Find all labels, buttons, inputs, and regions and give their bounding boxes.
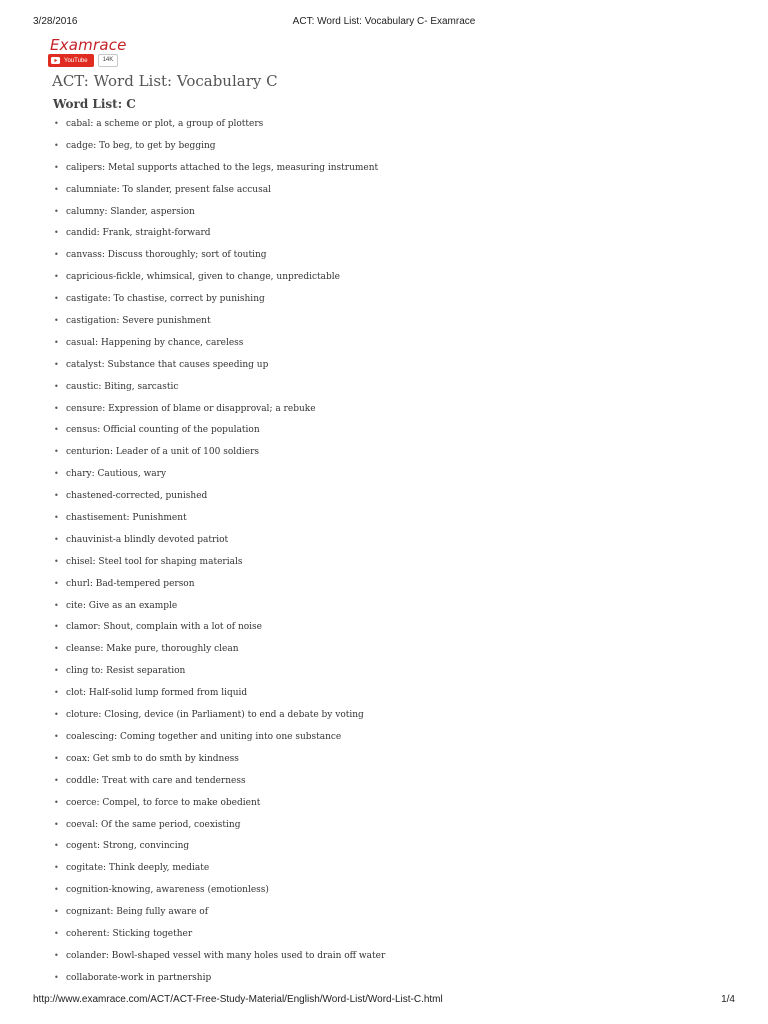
word-entry: calipers: Metal supports attached to the legs, measuring instrument [66, 162, 379, 173]
youtube-subscriber-count: 14K [98, 54, 119, 67]
word-list-item [52, 510, 728, 532]
word-entry: coalescing: Coming together and uniting into one substance [66, 731, 342, 742]
bullet-icon: • [54, 950, 59, 960]
word-entry: capricious-fickle, whimsical, given to change, unpredictable [66, 272, 341, 283]
word-list-item [52, 466, 728, 488]
word-list-item [52, 817, 728, 839]
word-list-item [52, 641, 728, 663]
bullet-icon: • [54, 491, 59, 501]
word-entry: calumniate: To slander, present false accusal [66, 184, 271, 195]
bullet-icon: • [54, 140, 59, 150]
word-entry: coax: Get smb to do smth by kindness [66, 753, 239, 764]
word-list-item [52, 160, 728, 182]
word-list-item [52, 663, 728, 685]
word-list-item [52, 795, 728, 817]
word-entry: candid: Frank, straight-forward [66, 228, 211, 239]
word-entry: colander: Bowl-shaped vessel with many holes used to drain off water [66, 950, 386, 961]
word-list-item [52, 882, 728, 904]
print-header [33, 16, 735, 30]
youtube-subscribe [48, 54, 118, 67]
word-list-item [52, 554, 728, 576]
word-list [52, 116, 728, 992]
youtube-label: YouTube [64, 57, 88, 64]
word-list-item [52, 926, 728, 948]
word-entry: clot: Half-solid lump formed from liquid [66, 688, 248, 699]
word-list-item [52, 532, 728, 554]
bullet-icon: • [54, 688, 59, 698]
word-list-item [52, 401, 728, 423]
word-list-item [52, 619, 728, 641]
print-page-number: 1/4 [721, 994, 735, 1005]
bullet-icon: • [54, 753, 59, 763]
word-list-item [52, 773, 728, 795]
word-list-item [52, 948, 728, 970]
word-entry: cling to: Resist separation [66, 666, 186, 677]
word-entry: chauvinist-a blindly devoted patriot [66, 534, 229, 545]
bullet-icon: • [54, 184, 59, 194]
word-entry: cleanse: Make pure, thoroughly clean [66, 644, 239, 655]
word-list-item [52, 204, 728, 226]
word-list-item [52, 247, 728, 269]
word-entry: coherent: Sticking together [66, 928, 193, 939]
word-entry: cloture: Closing, device (in Parliament) to end a debate by voting [66, 710, 364, 721]
word-list-item [52, 488, 728, 510]
word-list-item [52, 379, 728, 401]
bullet-icon: • [54, 972, 59, 982]
word-list-item [52, 335, 728, 357]
word-list-item [52, 182, 728, 204]
word-entry: cogent: Strong, convincing [66, 841, 190, 852]
word-entry: censure: Expression of blame or disapproval; a rebuke [66, 403, 316, 414]
bullet-icon: • [54, 206, 59, 216]
word-list-item [52, 576, 728, 598]
word-entry: coerce: Compel, to force to make obedient [66, 797, 261, 808]
bullet-icon: • [54, 863, 59, 873]
word-list-item [52, 751, 728, 773]
word-entry: cite: Give as an example [66, 600, 178, 611]
bullet-icon: • [54, 600, 59, 610]
bullet-icon: • [54, 841, 59, 851]
word-list-item [52, 313, 728, 335]
bullet-icon: • [54, 710, 59, 720]
word-entry: coddle: Treat with care and tenderness [66, 775, 246, 786]
bullet-icon: • [54, 513, 59, 523]
page-title: ACT: Word List: Vocabulary C [52, 72, 278, 90]
print-url: http://www.examrace.com/ACT/ACT-Free-Study-Material/English/Word-List/Word-List-C.html [33, 994, 443, 1005]
bullet-icon: • [54, 119, 59, 128]
bullet-icon: • [54, 556, 59, 566]
word-entry: caustic: Biting, sarcastic [66, 381, 179, 392]
word-entry: calumny: Slander, aspersion [66, 206, 195, 217]
section-title: Word List: C [53, 97, 136, 111]
bullet-icon: • [54, 534, 59, 544]
youtube-play-icon [51, 57, 60, 64]
print-page-title: ACT: Word List: Vocabulary C- Examrace [292, 16, 476, 27]
bullet-icon: • [54, 294, 59, 304]
examrace-logo[interactable]: Examrace [50, 36, 127, 54]
bullet-icon: • [54, 622, 59, 632]
bullet-icon: • [54, 644, 59, 654]
word-entry: cognizant: Being fully aware of [66, 907, 209, 918]
word-entry: collaborate-work in partnership [66, 972, 212, 983]
word-list-item [52, 357, 728, 379]
bullet-icon: • [54, 907, 59, 917]
bullet-icon: • [54, 819, 59, 829]
print-footer [33, 994, 735, 1008]
word-entry: chary: Cautious, wary [66, 469, 167, 480]
word-list-item [52, 422, 728, 444]
bullet-icon: • [54, 578, 59, 588]
word-entry: castigate: To chastise, correct by punishing [66, 294, 265, 305]
word-list-item [52, 291, 728, 313]
word-list-item [52, 707, 728, 729]
word-entry: churl: Bad-tempered person [66, 578, 195, 589]
word-entry: cogitate: Think deeply, mediate [66, 863, 210, 874]
word-list-item [52, 444, 728, 466]
word-list-item [52, 904, 728, 926]
word-entry: census: Official counting of the population [66, 425, 260, 436]
bullet-icon: • [54, 425, 59, 435]
word-entry: chastened-corrected, punished [66, 491, 208, 502]
word-list-item [52, 116, 728, 138]
word-list-item [52, 269, 728, 291]
word-list-item [52, 225, 728, 247]
bullet-icon: • [54, 928, 59, 938]
word-entry: chisel: Steel tool for shaping materials [66, 556, 243, 567]
bullet-icon: • [54, 731, 59, 741]
word-list-item [52, 970, 728, 992]
word-entry: catalyst: Substance that causes speeding up [66, 359, 269, 370]
word-entry: cabal: a scheme or plot, a group of plotters [66, 119, 264, 129]
bullet-icon: • [54, 666, 59, 676]
word-entry: centurion: Leader of a unit of 100 soldiers [66, 447, 260, 458]
bullet-icon: • [54, 337, 59, 347]
youtube-button[interactable] [48, 54, 94, 67]
word-list-item [52, 685, 728, 707]
bullet-icon: • [54, 381, 59, 391]
word-entry: chastisement: Punishment [66, 513, 187, 524]
word-entry: cadge: To beg, to get by begging [66, 140, 216, 151]
word-list-item [52, 138, 728, 160]
word-entry: coeval: Of the same period, coexisting [66, 819, 241, 830]
bullet-icon: • [54, 316, 59, 326]
bullet-icon: • [54, 469, 59, 479]
word-entry: clamor: Shout, complain with a lot of noise [66, 622, 262, 633]
word-entry: canvass: Discuss thoroughly; sort of touting [66, 250, 267, 261]
word-list-item [52, 860, 728, 882]
word-entry: casual: Happening by chance, careless [66, 337, 244, 348]
bullet-icon: • [54, 228, 59, 238]
bullet-icon: • [54, 359, 59, 369]
bullet-icon: • [54, 775, 59, 785]
bullet-icon: • [54, 885, 59, 895]
word-entry: cognition-knowing, awareness (emotionless) [66, 885, 269, 896]
word-list-item [52, 838, 728, 860]
print-date: 3/28/2016 [33, 16, 78, 27]
bullet-icon: • [54, 250, 59, 260]
bullet-icon: • [54, 272, 59, 282]
bullet-icon: • [54, 403, 59, 413]
word-list-item [52, 729, 728, 751]
word-list-item [52, 598, 728, 620]
bullet-icon: • [54, 797, 59, 807]
word-entry: castigation: Severe punishment [66, 316, 211, 327]
bullet-icon: • [54, 447, 59, 457]
bullet-icon: • [54, 162, 59, 172]
